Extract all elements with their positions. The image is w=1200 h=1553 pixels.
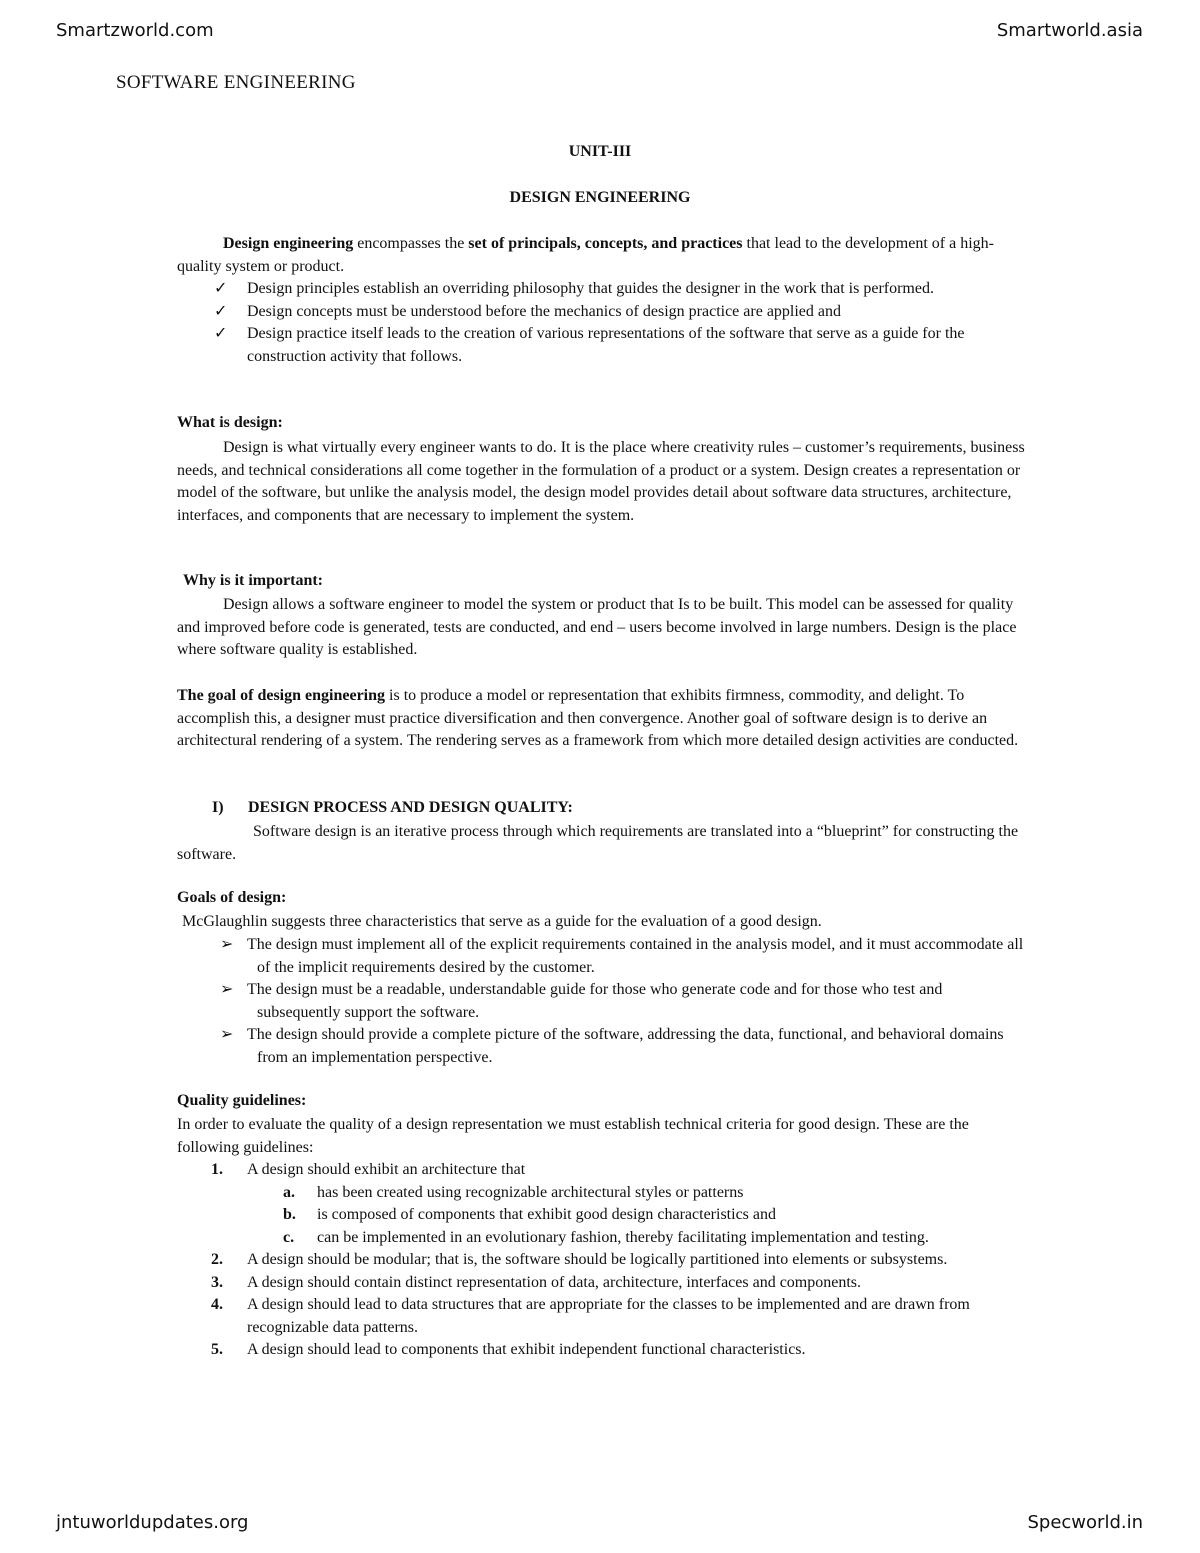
section-text: Software design is an iterative process through which requirements are translated into a “blueprint” for constructing the software. — [177, 823, 1019, 863]
list-item-text: A design should be modular; that is, the software should be logically partitioned into elements or subsystems. — [247, 1251, 948, 1268]
list-item-text: The design must be a readable, understandable guide for those who generate code and for those who test and subsequently support the software. — [247, 981, 943, 1021]
list-item — [177, 301, 1027, 324]
quality-heading: Quality guidelines: — [177, 1092, 307, 1109]
list-item-text: A design should exhibit an architecture that — [247, 1161, 526, 1178]
list-item — [177, 1294, 1027, 1339]
sub-list-letter: b. — [283, 1206, 296, 1223]
watermark-top-left: Smartzworld.com — [56, 20, 214, 41]
goal-bold: The goal of design engineering — [177, 687, 386, 704]
list-item-text: A design should lead to components that exhibit independent functional characteristics. — [247, 1341, 806, 1358]
quality-list — [177, 1159, 1027, 1362]
arrow-icon: ➢ — [220, 1026, 234, 1043]
list-item-text: The design should provide a complete picture of the software, addressing the data, functional, and behavioral domains from an implementation perspective. — [247, 1026, 1004, 1066]
watermark-top-right: Smartworld.asia — [996, 20, 1143, 41]
arrow-icon: ➢ — [220, 936, 234, 953]
sub-list-letter: c. — [283, 1228, 295, 1246]
list-item — [177, 1272, 1027, 1295]
check-list — [177, 278, 1027, 368]
list-item-text: A design should contain distinct representation of data, architecture, interfaces and components. — [247, 1273, 862, 1291]
list-item-text: Design practice itself leads to the creation of various representations of the software that serve as a guide for the construction activity that follows. — [247, 325, 965, 365]
intro-text-1: encompasses the — [353, 235, 469, 252]
list-item — [177, 1024, 1027, 1069]
page-title: DESIGN ENGINEERING — [509, 189, 691, 206]
list-number: 5. — [211, 1341, 223, 1358]
list-item-text: The design must implement all of the explicit requirements contained in the analysis model, and it must accommodate all of the implicit requirements desired by the customer. — [247, 936, 1024, 976]
unit-title: UNIT-III — [568, 143, 632, 160]
list-item — [177, 934, 1027, 979]
list-item — [177, 323, 1027, 368]
what-is-design-text: Design is what virtually every engineer wants to do. It is the place where creativity rules – customer’s requirements, business needs, and technical considerations all come together in the formulation of a product or a system. Design creates a representation or model of the software, but unlike the analysis model, the design model provides detail about software data structures, architecture, interfaces, and components that are necessary to implement the system. — [177, 439, 1025, 524]
goals-heading: Goals of design: — [177, 889, 287, 906]
check-icon: ✓ — [214, 302, 228, 320]
sub-list-item — [177, 1182, 1027, 1205]
goals-intro: McGlaughlin suggests three characteristics that serve as a guide for the evaluation of a good design. — [182, 913, 822, 930]
arrow-icon: ➢ — [220, 981, 234, 998]
goal-paragraph — [177, 685, 1027, 753]
document-header: SOFTWARE ENGINEERING — [116, 72, 356, 93]
sub-list-text: is composed of components that exhibit good design characteristics and — [317, 1206, 776, 1223]
list-item — [177, 1159, 1027, 1182]
list-item-text: Design concepts must be understood before the mechanics of design practice are applied and — [247, 302, 842, 320]
list-item-text: A design should lead to data structures that are appropriate for the classes to be implemented and are drawn from recognizable data patterns. — [247, 1296, 970, 1336]
sub-list-text: has been created using recognizable architectural styles or patterns — [317, 1183, 744, 1201]
intro-paragraph — [177, 233, 1027, 278]
sub-list-text: can be implemented in an evolutionary fashion, thereby facilitating implementation and testing. — [317, 1228, 929, 1246]
sub-list-letter: a. — [283, 1183, 295, 1201]
list-item — [177, 278, 1027, 301]
sub-list-item — [177, 1227, 1027, 1250]
goals-list — [177, 934, 1027, 1069]
intro-bold-term: Design engineering — [223, 235, 354, 252]
list-item — [177, 1249, 1027, 1272]
section-heading: DESIGN PROCESS AND DESIGN QUALITY: — [248, 799, 573, 816]
list-item — [177, 1339, 1027, 1362]
list-number: 2. — [211, 1251, 223, 1268]
watermark-bottom-left: jntuworldupdates.org — [56, 1512, 249, 1533]
why-important-text: Design allows a software engineer to model the system or product that Is to be built. This model can be assessed for quality and improved before code is generated, tests are conducted, and end – users become involved in large numbers. Design is the place where software quality is established. — [177, 596, 1017, 658]
check-icon: ✓ — [214, 325, 228, 342]
list-number: 3. — [211, 1273, 223, 1291]
list-item — [177, 979, 1027, 1024]
check-icon: ✓ — [214, 280, 228, 297]
quality-intro: In order to evaluate the quality of a design representation we must establish technical criteria for good design. These are the following guidelines: — [177, 1116, 969, 1156]
watermark-bottom-right: Specworld.in — [1027, 1512, 1143, 1533]
intro-text-2: that lead to the development of a high- quality system or product. — [177, 235, 994, 275]
section-number: I) — [212, 799, 224, 816]
list-number: 4. — [211, 1296, 223, 1313]
sub-list-item — [177, 1204, 1027, 1227]
why-important-heading: Why is it important: — [183, 572, 323, 589]
what-is-design-heading: What is design: — [177, 414, 283, 431]
intro-bold-phrase: set of principals, concepts, and practices — [468, 235, 743, 252]
list-number: 1. — [211, 1161, 223, 1178]
goal-text: is to produce a model or representation that exhibits firmness, commodity, and delight. To accomplish this, a designer must practice diversification and then convergence. Another goal of software design is to derive an architectural rendering of a system. The rendering serves as a framework from which more detailed design activities are conducted. — [177, 687, 1019, 749]
list-item-text: Design principles establish an overriding philosophy that guides the designer in the work that is performed. — [247, 280, 934, 297]
